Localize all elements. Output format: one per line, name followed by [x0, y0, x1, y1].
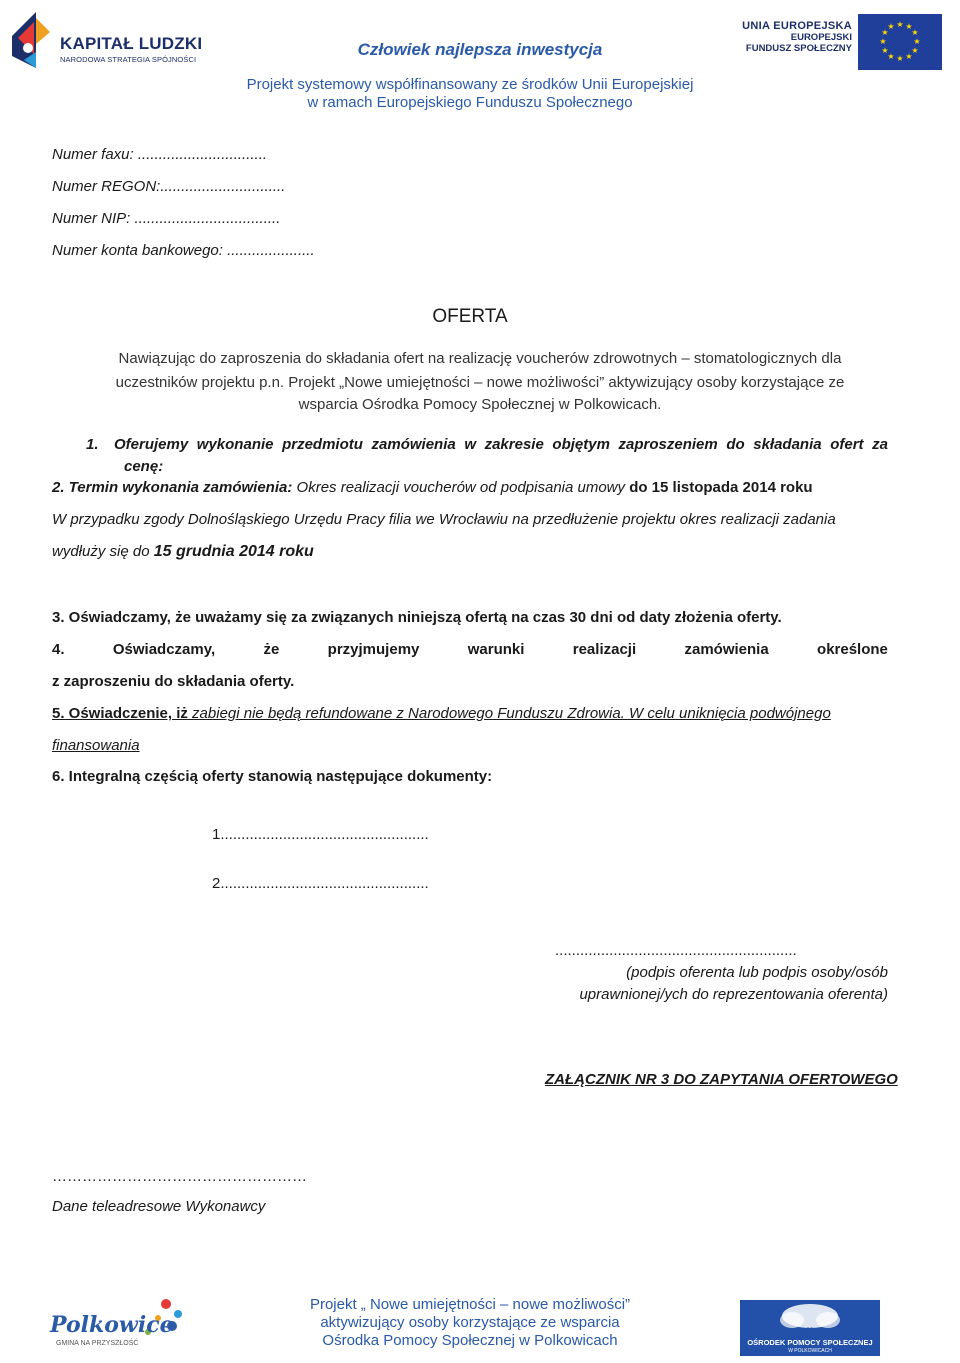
- svg-text:★: ★: [881, 28, 889, 37]
- item-1-word: ofert: [830, 436, 864, 453]
- svg-text:★: ★: [887, 52, 895, 61]
- item-5-line-2: finansowania: [52, 737, 140, 754]
- item-4-line-2: z zaproszeniu do składania oferty.: [52, 673, 295, 690]
- item-1-word: do: [726, 436, 745, 453]
- header-project-line-2: w ramach Europejskiego Funduszu Społecznego: [307, 94, 633, 111]
- item-4-word: że: [263, 641, 280, 658]
- offer-title: OFERTA: [432, 306, 508, 327]
- signature-line: ..........................................................: [555, 942, 797, 959]
- item-2-line-2: W przypadku zgody Dolnośląskiego Urzędu Pracy filia we Wrocławiu na przedłużenie projektu okres realizacji zadania: [52, 511, 836, 528]
- item-1-number: 1.: [86, 436, 99, 453]
- polkowice-subtitle: GMINA NA PRZYSZŁOŚĆ: [56, 1340, 139, 1347]
- svg-text:★: ★: [905, 22, 913, 31]
- bank-account-field: Numer konta bankowego: .....................: [52, 242, 315, 259]
- item-4-text: [52, 641, 888, 658]
- item-2-deadline: do 15 listopada 2014 roku: [629, 479, 813, 496]
- footer-line-2: aktywizujący osoby korzystające ze wsparcia: [320, 1314, 620, 1331]
- eu-fund-label: [740, 20, 852, 54]
- item-4-word: realizacji: [572, 641, 637, 658]
- ops-city: W POLKOWICACH: [788, 1348, 832, 1354]
- ops-short-name: ops: [797, 1322, 823, 1338]
- header-motto: Człowiek najlepsza inwestycja: [357, 40, 603, 59]
- item-2-line-3: [52, 543, 314, 561]
- item-4-word: warunki: [467, 641, 525, 658]
- document-1-field: 1..................................................: [212, 826, 429, 843]
- svg-text:★: ★: [879, 37, 887, 46]
- eu-label-line-2: EUROPEJSKI: [790, 32, 852, 43]
- item-4-word: 4.: [52, 641, 65, 658]
- svg-text:★: ★: [896, 54, 904, 63]
- offer-intro-line-3: wsparcia Ośrodka Pomocy Społecznej w Polkowicach.: [298, 396, 662, 413]
- item-1-word: przedmiotu: [282, 436, 363, 453]
- item-1-word: zamówienia: [371, 436, 456, 453]
- item-1-price-label: cenę:: [124, 458, 164, 475]
- ops-full-name: OŚRODEK POMOCY SPOŁECZNEJ: [747, 1338, 873, 1347]
- contractor-details-label: Dane teleadresowe Wykonawcy: [52, 1198, 266, 1215]
- polkowice-logo: [48, 1292, 198, 1354]
- item-3-text: 3. Oświadczamy, że uważamy się za związanych niniejszą ofertą na czas 30 dni od daty złożenia oferty.: [52, 609, 782, 626]
- offer-intro-line-2: uczestników projektu p.n. Projekt „Nowe umiejętności – nowe możliwości” aktywizujący osoby korzystające ze: [115, 374, 845, 391]
- eu-label-line-1: UNIA EUROPEJSKA: [742, 20, 852, 32]
- signature-caption-line-2: uprawnionej/ych do reprezentowania oferenta): [579, 986, 888, 1003]
- item-1-word: wykonanie: [196, 436, 274, 453]
- document-2-field: 2..................................................: [212, 875, 429, 892]
- header-project-line-1: Projekt systemowy współfinansowany ze środków Unii Europejskiej: [246, 76, 694, 93]
- item-5-label: 5. Oświadczenie, iż: [52, 705, 188, 722]
- item-1-word: Oferujemy: [114, 436, 189, 453]
- item-1-word: składania: [753, 436, 822, 453]
- kapital-ludzki-name: KAPITAŁ LUDZKI: [60, 34, 203, 53]
- offer-intro-line-1: Nawiązując do zaproszenia do składania ofert na realizację voucherów zdrowotnych – stomatologicznych dla: [118, 350, 842, 367]
- svg-text:★: ★: [913, 37, 921, 46]
- item-1-word: za: [872, 436, 888, 453]
- regon-number-field: Numer REGON:..............................: [52, 178, 286, 195]
- svg-text:★: ★: [887, 22, 895, 31]
- svg-text:★: ★: [881, 46, 889, 55]
- item-1-text: [114, 436, 888, 453]
- item-2-label: 2. Termin wykonania zamówienia:: [52, 479, 293, 496]
- item-2-line-1: [52, 479, 813, 496]
- item-4-word: Oświadczamy,: [112, 641, 216, 658]
- item-6-text: 6. Integralną częścią oferty stanowią następujące dokumenty:: [52, 768, 493, 785]
- item-1-word: zakresie: [484, 436, 544, 453]
- ops-logo: [740, 1300, 880, 1356]
- polkowice-name: Polkowice: [50, 1312, 174, 1338]
- footer-line-1: Projekt „ Nowe umiejętności – nowe możliwości”: [309, 1296, 631, 1313]
- attachment-title: ZAŁĄCZNIK NR 3 DO ZAPYTANIA OFERTOWEGO: [545, 1071, 898, 1088]
- item-2-extension-date: 15 grudnia 2014 roku: [153, 543, 314, 560]
- item-4-word: określone: [817, 641, 888, 658]
- contractor-details-line: ……………………………………………: [52, 1168, 307, 1185]
- fax-number-field: Numer faxu: ...............................: [52, 146, 268, 163]
- kapital-ludzki-subtitle: NARODOWA STRATEGIA SPÓJNOŚCI: [60, 55, 197, 64]
- item-1-word: zaproszeniem: [618, 436, 718, 453]
- item-1-word: w: [464, 436, 476, 453]
- item-1-word: objętym: [552, 436, 610, 453]
- item-5-line-1: [52, 705, 831, 722]
- nip-number-field: Numer NIP: ...................................: [52, 210, 281, 227]
- item-2-text: Okres realizacji voucherów od podpisania umowy: [292, 479, 630, 496]
- item-5-text: zabiegi nie będą refundowane z Narodowego Funduszu Zdrowia. W celu uniknięcia podwójnego: [187, 705, 831, 722]
- item-4-word: przyjmujemy: [327, 641, 420, 658]
- eu-flag-icon: [858, 14, 942, 70]
- signature-caption-line-1: (podpis oferenta lub podpis osoby/osób: [626, 964, 888, 981]
- svg-text:★: ★: [911, 46, 919, 55]
- item-2-extension-text: wydłuży się do: [52, 543, 154, 560]
- svg-text:★: ★: [896, 20, 904, 29]
- item-4-word: zamówienia: [684, 641, 769, 658]
- svg-text:★: ★: [911, 28, 919, 37]
- eu-label-line-3: FUNDUSZ SPOŁECZNY: [745, 43, 852, 54]
- footer-line-3: Ośrodka Pomocy Społecznej w Polkowicach: [322, 1332, 618, 1349]
- svg-text:★: ★: [905, 52, 913, 61]
